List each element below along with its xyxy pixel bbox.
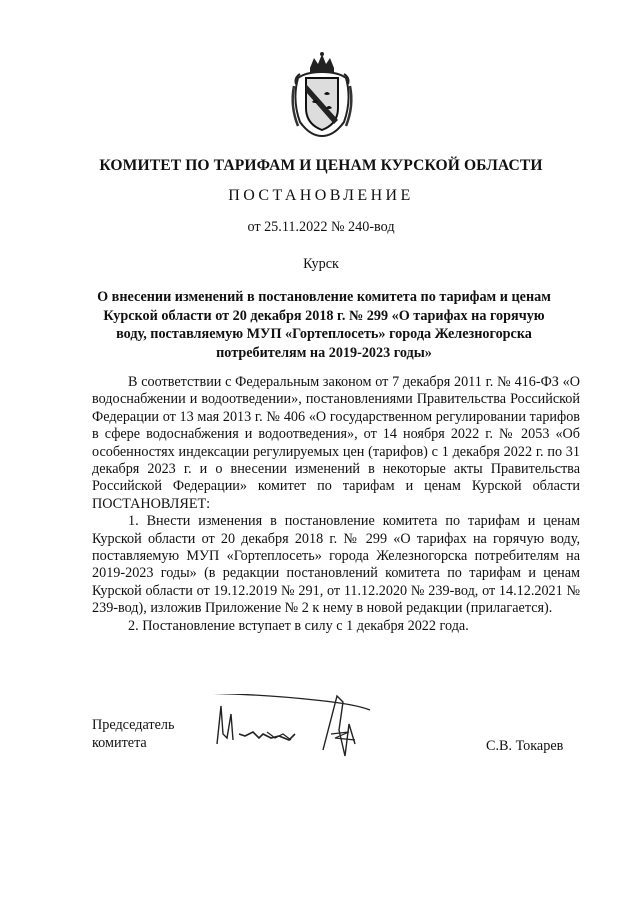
document-date-number: от 25.11.2022 № 240-вод [247,219,395,235]
signatory-title-line1: Председатель [92,717,175,733]
handwritten-signature [205,694,375,764]
item-1-paragraph: 1. Внести изменения в постановление комитета по тарифам и ценам Курской области от 20 декабря 2018 г. № 299 «О тарифах на горячую воду, поставляемую МУП «Гортеплосеть» города Железногорска потребителям на 2019-2023 годы» (в редакции постановлений комитета по тарифам и ценам Курской области от 19.12.2019 № 291, от 11.12.2020 № 239-вод, от 14.12.2021 № 239-вод), изложив Приложение № 2 к нему в новой редакции (прилагается). [92,513,580,617]
coat-of-arms-emblem [288,50,356,138]
signatory-name: С.В. Токарев [486,738,564,754]
document-type: ПОСТАНОВЛЕНИЕ [228,187,414,204]
signatory-title-line2: комитета [92,735,147,751]
document-subject: О внесении изменений в постановление комитета по тарифам и ценам Курской области от 20 декабря 2018 г. № 299 «О тарифах на горячую воду, поставляемую МУП «Гортеплосеть» города Железногорска потребителям на 2019-2023 годы» [97,289,551,361]
organization-title: КОМИТЕТ ПО ТАРИФАМ И ЦЕНАМ КУРСКОЙ ОБЛАСТИ [99,157,543,174]
preamble-paragraph: В соответствии с Федеральным законом от 7 декабря 2011 г. № 416-ФЗ «О водоснабжении и водоотведении», постановлениями Правительства Российской Федерации от 13 мая 2013 г. № 406 «О государственном регулировании тарифов в сфере водоснабжения и водоотведения», от 14 ноября 2022 г. № 2053 «Об особенностях индексации регулируемых цен (тарифов) с 1 декабря 2022 г. по 31 декабря 2023 г. и о внесении изменений в некоторые акты Правительства Российской Федерации» комитет по тарифам и ценам Курской области ПОСТАНОВЛЯЕТ: [92,374,580,512]
signatory-title [92,716,174,752]
item-2-paragraph: 2. Постановление вступает в силу с 1 декабря 2022 года. [128,617,469,634]
document-city: Курск [303,256,339,272]
document-body [92,374,580,635]
